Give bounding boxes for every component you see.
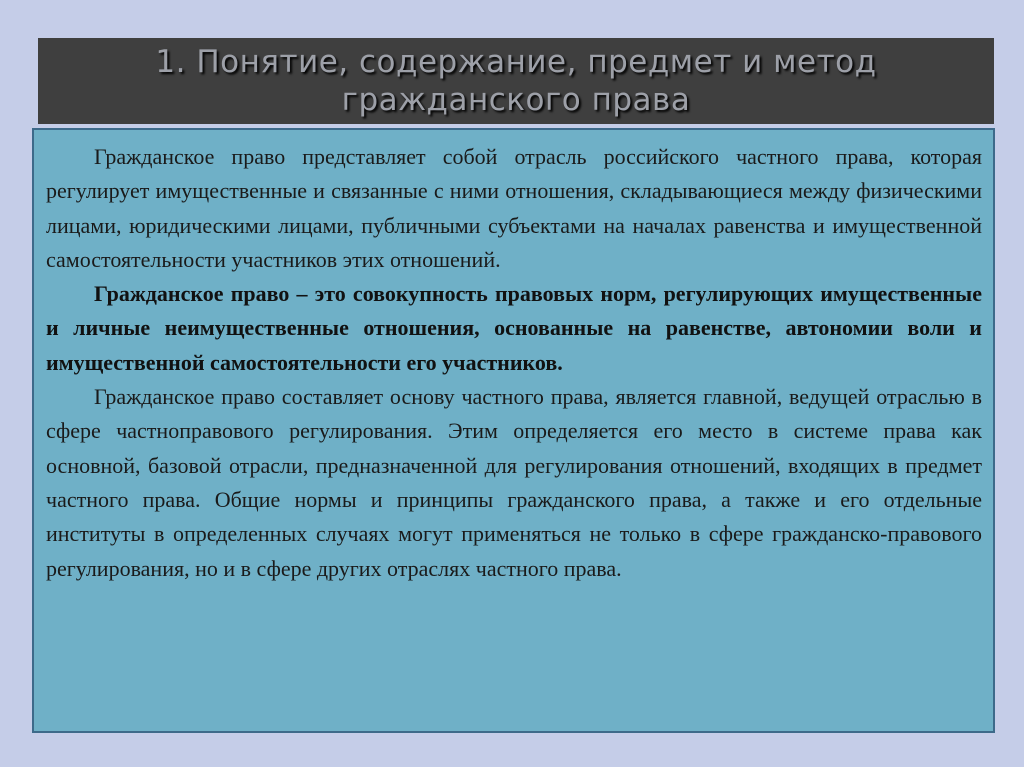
content-box	[32, 128, 995, 733]
paragraph-definition-1: Гражданское право представляет собой отрасль российского частного права, которая регулирует имущественные и связанные с ними отношения, складывающиеся между физическими лицами, юридическими лицами, публичными субъектами на началах равенства и имущественной самостоятельности участников этих отношений.	[46, 144, 982, 272]
slide-title-bar	[38, 38, 994, 124]
paragraph-role-of-civil-law: Гражданское право составляет основу частного права, является главной, ведущей отраслью в сфере частноправового регулирования. Этим определяется его место в системе права как основной, базовой отрасли, предназначенной для регулирования отношений, входящих в предмет частного права. Общие нормы и принципы гражданского права, а также и его отдельные институты в определенных случаях могут применяться не только в сфере гражданско-правового регулирования, но и в сфере других отраслях частного права.	[46, 384, 982, 581]
slide-title-line-1: 1. Понятие, содержание, предмет и метод	[155, 44, 877, 80]
slide-title-line-2: гражданского права	[341, 82, 691, 118]
paragraph-definition-2-bold: Гражданское право – это совокупность правовых норм, регулирующих имущественные и личные неимущественные отношения, основанные на равенстве, автономии воли и имущественной самостоятельности его участников.	[46, 281, 982, 375]
